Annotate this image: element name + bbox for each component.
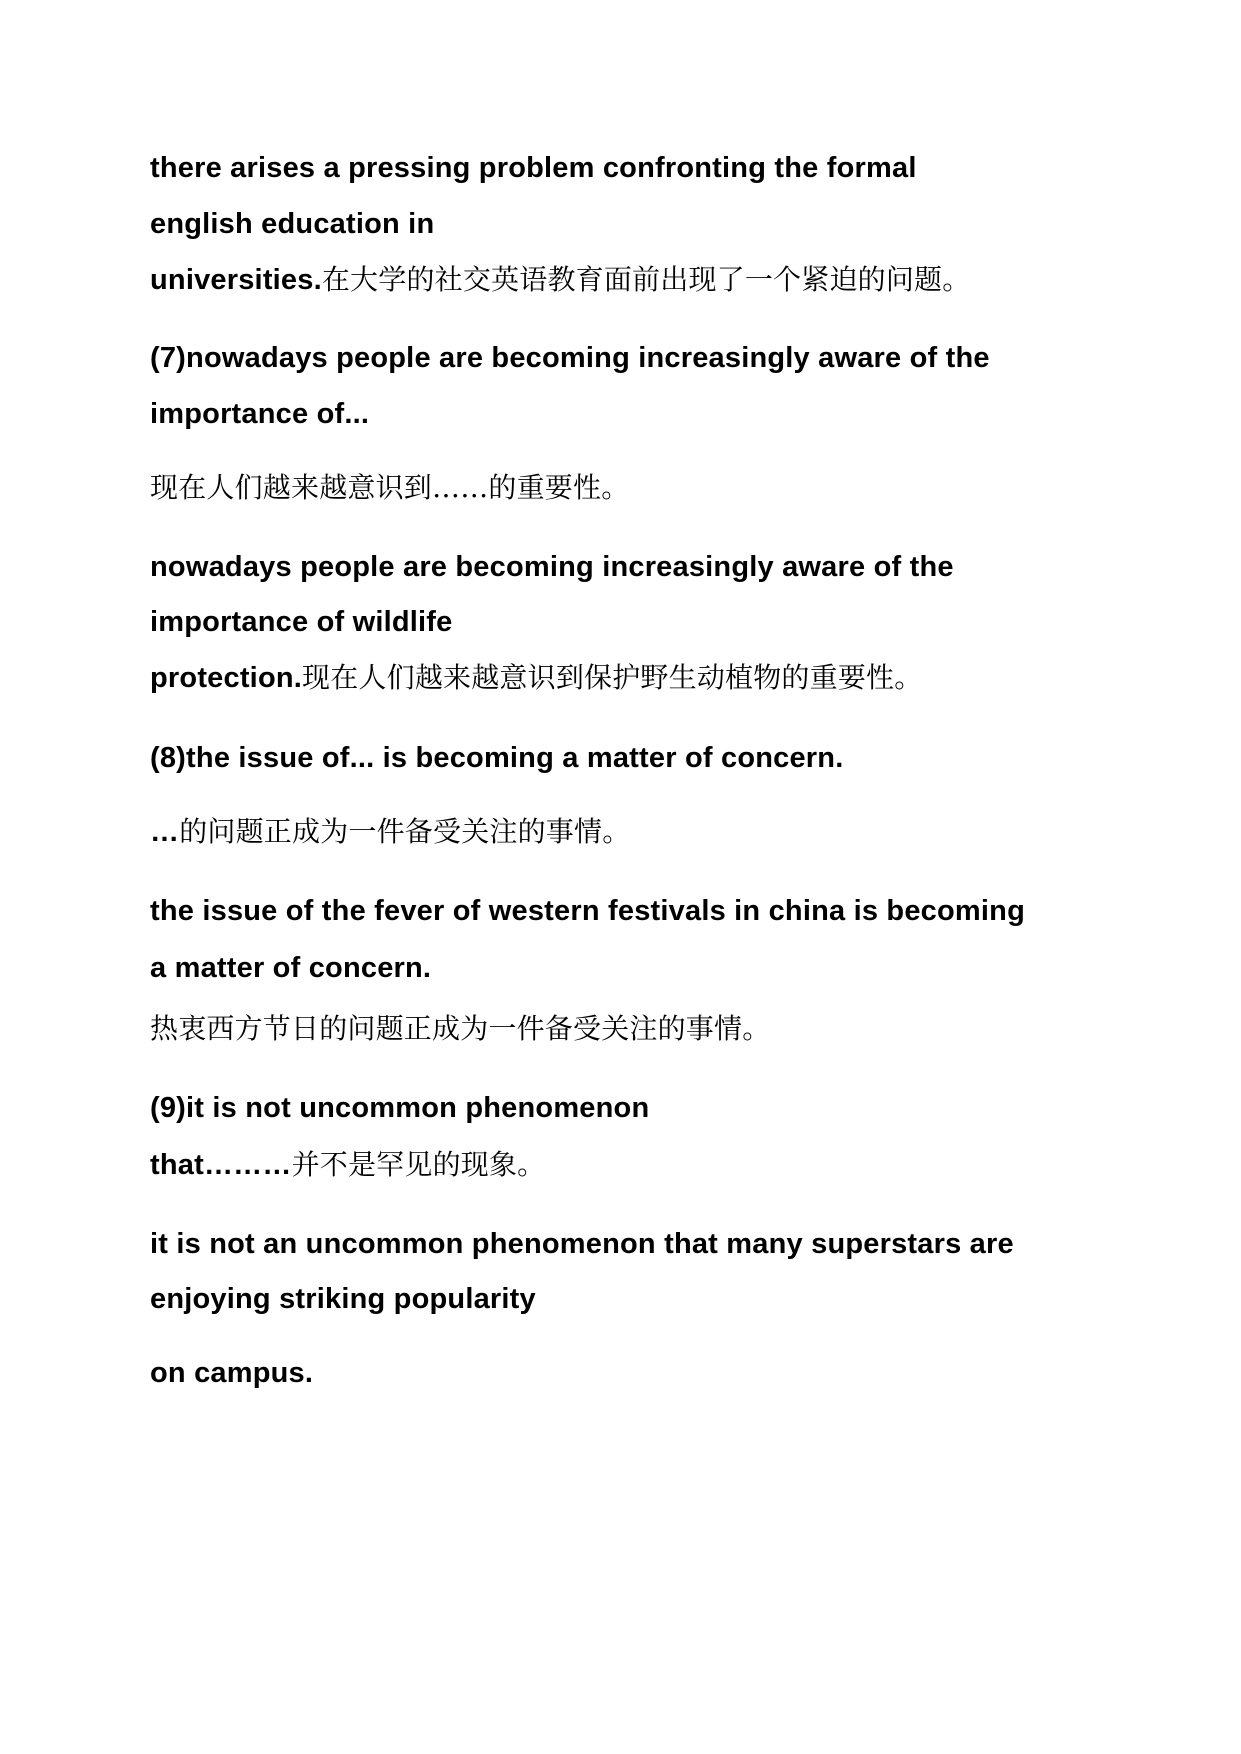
english-text: importance of...	[150, 398, 370, 430]
text-line	[150, 396, 369, 432]
english-text: enjoying striking popularity	[150, 1283, 536, 1315]
english-text: that………	[150, 1149, 292, 1181]
text-line	[150, 893, 1025, 929]
text-line	[150, 1090, 649, 1126]
chinese-text: 热衷西方节日的问题正成为一件备受关注的事情。	[150, 1012, 771, 1045]
english-text: importance of wildlife	[150, 606, 453, 638]
text-line	[150, 1147, 545, 1183]
chinese-text: 并不是罕见的现象。	[291, 1148, 546, 1181]
english-text: universities.	[150, 264, 322, 296]
text-line	[150, 950, 431, 986]
chinese-text: 现在人们越来越意识到保护野生动植物的重要性。	[302, 661, 923, 694]
english-text: (9)it is not uncommon phenomenon	[150, 1092, 650, 1124]
english-text: english education in	[150, 208, 435, 240]
english-text: (8)the issue of... is becoming a matter of concern.	[150, 742, 844, 774]
text-line	[150, 549, 954, 585]
english-text: nowadays people are becoming increasingly aware of the	[150, 551, 954, 583]
text-line	[150, 470, 629, 506]
english-text: a matter of concern.	[150, 952, 432, 984]
english-text: it is not an uncommon phenomenon that many superstars are	[150, 1228, 1014, 1260]
text-line	[150, 660, 922, 696]
text-line	[150, 814, 630, 850]
text-line	[150, 1011, 770, 1047]
text-line	[150, 150, 917, 186]
chinese-text: 在大学的社交英语教育面前出现了一个紧迫的问题。	[321, 263, 971, 296]
english-text: (7)nowadays people are becoming increasingly aware of the	[150, 342, 990, 374]
text-line	[150, 340, 990, 376]
text-line	[150, 1355, 313, 1391]
english-text: on campus.	[150, 1357, 314, 1389]
text-line	[150, 206, 434, 242]
text-line	[150, 740, 843, 776]
english-text: …	[150, 816, 180, 848]
text-line	[150, 604, 453, 640]
text-line	[150, 1226, 1014, 1262]
chinese-text: 的问题正成为一件备受关注的事情。	[179, 815, 631, 848]
english-text: the issue of the fever of western festivals in china is becoming	[150, 895, 1025, 927]
chinese-text: 现在人们越来越意识到……的重要性。	[150, 471, 630, 504]
english-text: there arises a pressing problem confronting the formal	[150, 152, 917, 184]
text-line	[150, 1281, 536, 1317]
text-line	[150, 262, 970, 298]
english-text: protection.	[150, 662, 303, 694]
